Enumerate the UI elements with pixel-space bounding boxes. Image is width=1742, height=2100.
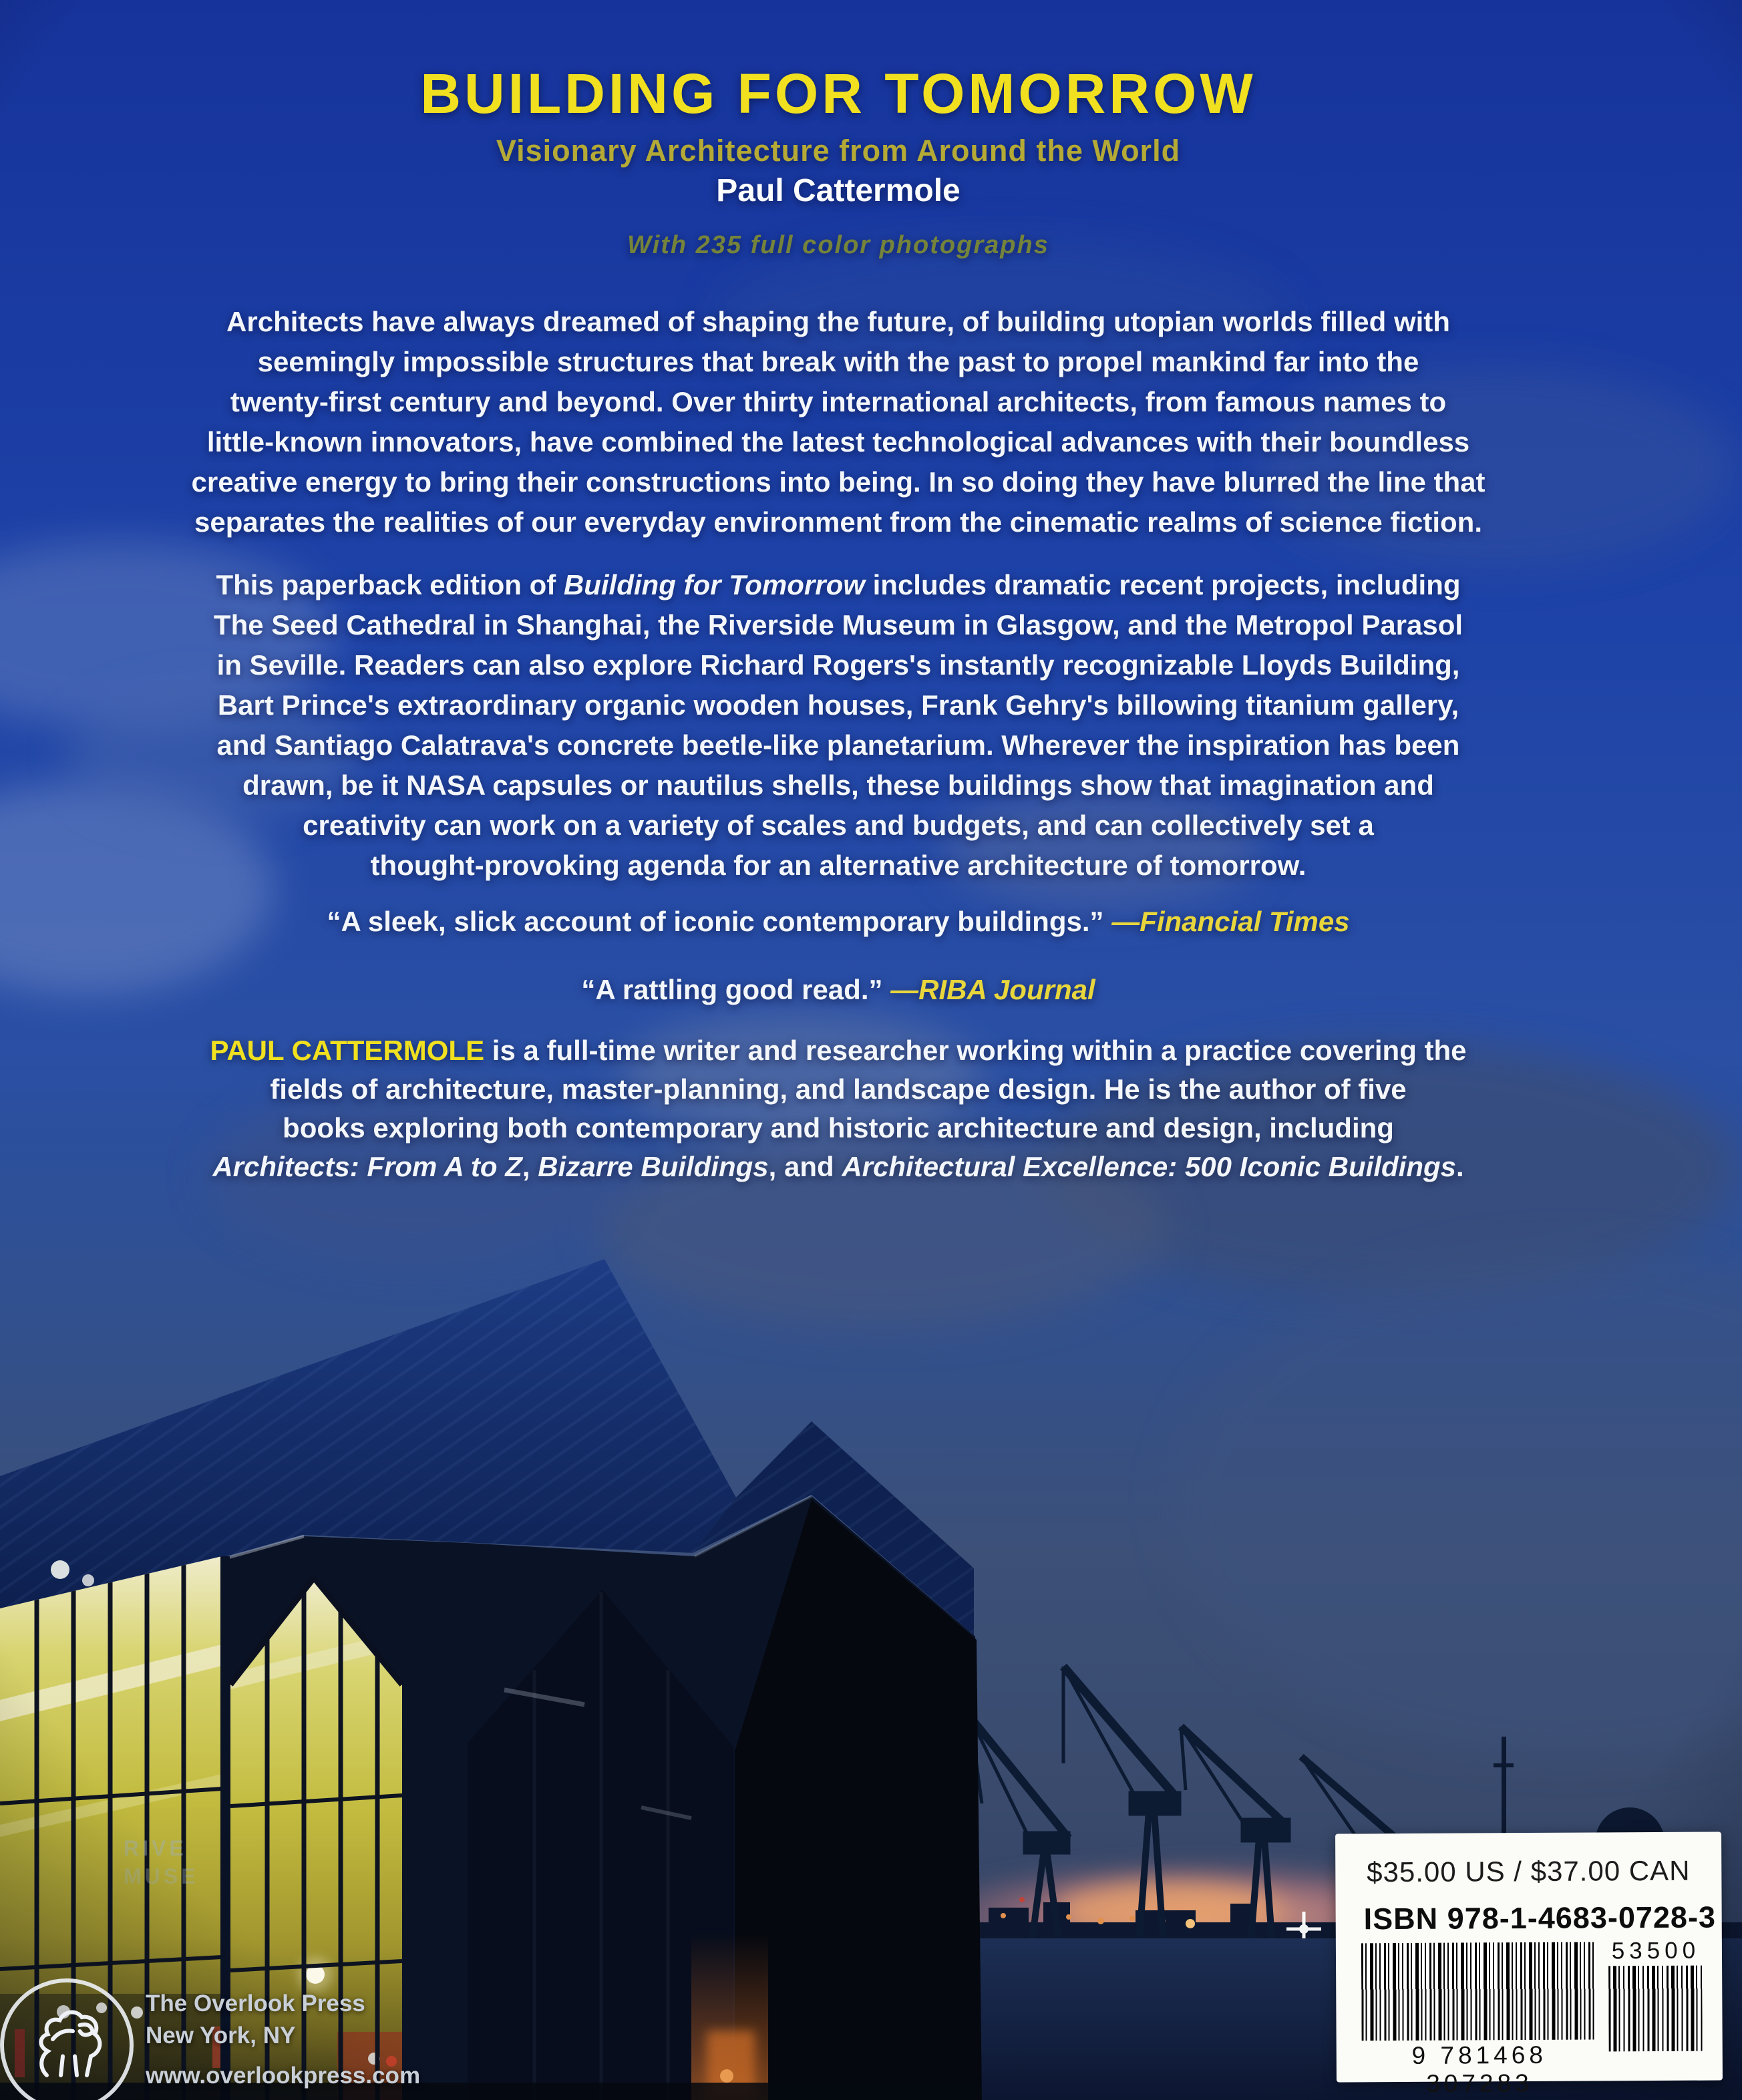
edition-line: drawn, be it NASA capsules or nautilus shells, these buildings show that imagination and xyxy=(242,769,1434,801)
book-title-italic: Architects: From A to Z xyxy=(212,1151,522,1182)
photo-count-tagline: With 235 full color photographs xyxy=(627,231,1049,259)
overlook-press-logo xyxy=(0,1978,134,2100)
synopsis-paragraph xyxy=(0,302,1677,542)
ean-barcode xyxy=(1361,1942,1597,2041)
review-quote-financial-times xyxy=(0,906,1677,938)
synopsis-line: little-known innovators, have combined the latest technological advances with their boundless xyxy=(206,426,1470,458)
author-bio xyxy=(0,1031,1677,1186)
quote-text: “A rattling good read.” xyxy=(581,974,891,1005)
book-title-italic: Bizarre Buildings xyxy=(538,1151,769,1182)
bio-line: PAUL CATTERMOLE is a full-time writer and researcher working within a practice covering the xyxy=(210,1035,1467,1066)
price-text: $35.00 US / $37.00 CAN xyxy=(1367,1854,1691,1888)
barcode-addon-digits: 53500 xyxy=(1611,1937,1701,1964)
synopsis-line: seemingly impossible structures that break with the past to propel mankind far into the xyxy=(257,346,1419,377)
isbn-text: ISBN 978-1-4683-0728-3 xyxy=(1363,1900,1717,1936)
review-quote-riba-journal xyxy=(0,974,1677,1006)
pegasus-icon xyxy=(17,1995,117,2095)
publisher-city: New York, NY xyxy=(146,2023,296,2049)
author-name: Paul Cattermole xyxy=(716,173,961,208)
ean-digits: 9 781468 307283 xyxy=(1411,2041,1548,2097)
edition-line: The Seed Cathedral in Shanghai, the Riverside Museum in Glasgow, and the Metropol Parasol xyxy=(213,609,1463,641)
book-title: BUILDING FOR TOMORROW xyxy=(420,62,1256,125)
edition-line: and Santiago Calatrava's concrete beetle-like planetarium. Wherever the inspiration has been xyxy=(216,729,1460,761)
edition-paragraph xyxy=(0,565,1677,886)
synopsis-line: creative energy to bring their constructions into being. In so doing they have blurred the line that xyxy=(191,466,1486,498)
publisher-website: www.overlookpress.com xyxy=(146,2063,421,2089)
synopsis-line: twenty-first century and beyond. Over thirty international architects, from famous names to xyxy=(230,386,1447,417)
synopsis-line: Architects have always dreamed of shaping the future, of building utopian worlds filled with xyxy=(226,306,1450,337)
barcode-label xyxy=(1335,1831,1723,2097)
bio-author-name: PAUL CATTERMOLE xyxy=(210,1035,485,1066)
edition-line: creativity can work on a variety of scales and budgets, and can collectively set a xyxy=(303,810,1374,841)
quote-text: “A sleek, slick account of iconic contemporary buildings.” xyxy=(327,906,1112,937)
book-title-italic: Architectural Excellence: 500 Iconic Buildings xyxy=(842,1151,1456,1182)
publisher-block xyxy=(146,1988,420,2092)
barcode-addon-bars xyxy=(1608,1966,1703,2052)
bio-line: Architects: From A to Z, Bizarre Buildings, and Architectural Excellence: 500 Iconic Buildings. xyxy=(212,1151,1464,1182)
edition-line: thought-provoking agenda for an alternative architecture of tomorrow. xyxy=(370,850,1306,881)
bio-line: books exploring both contemporary and historic architecture and design, including xyxy=(283,1112,1394,1144)
synopsis-line: separates the realities of our everyday environment from the cinematic realms of science fiction. xyxy=(194,506,1483,538)
publisher-name: The Overlook Press xyxy=(146,1990,365,2017)
bio-line: fields of architecture, master-planning, and landscape design. He is the author of five xyxy=(270,1073,1407,1105)
quote-source: —Financial Times xyxy=(1111,906,1350,937)
edition-line: in Seville. Readers can also explore Richard Rogers's instantly recognizable Lloyds Building, xyxy=(216,649,1460,681)
edition-line: This paperback edition of Building for Tomorrow includes dramatic recent projects, including xyxy=(216,569,1461,600)
book-subtitle: Visionary Architecture from Around the World xyxy=(496,134,1181,168)
edition-line: Bart Prince's extraordinary organic wooden houses, Frank Gehry's billowing titanium gallery, xyxy=(217,689,1459,721)
book-title-italic: Building for Tomorrow xyxy=(563,569,865,600)
quote-source: —RIBA Journal xyxy=(890,974,1095,1005)
